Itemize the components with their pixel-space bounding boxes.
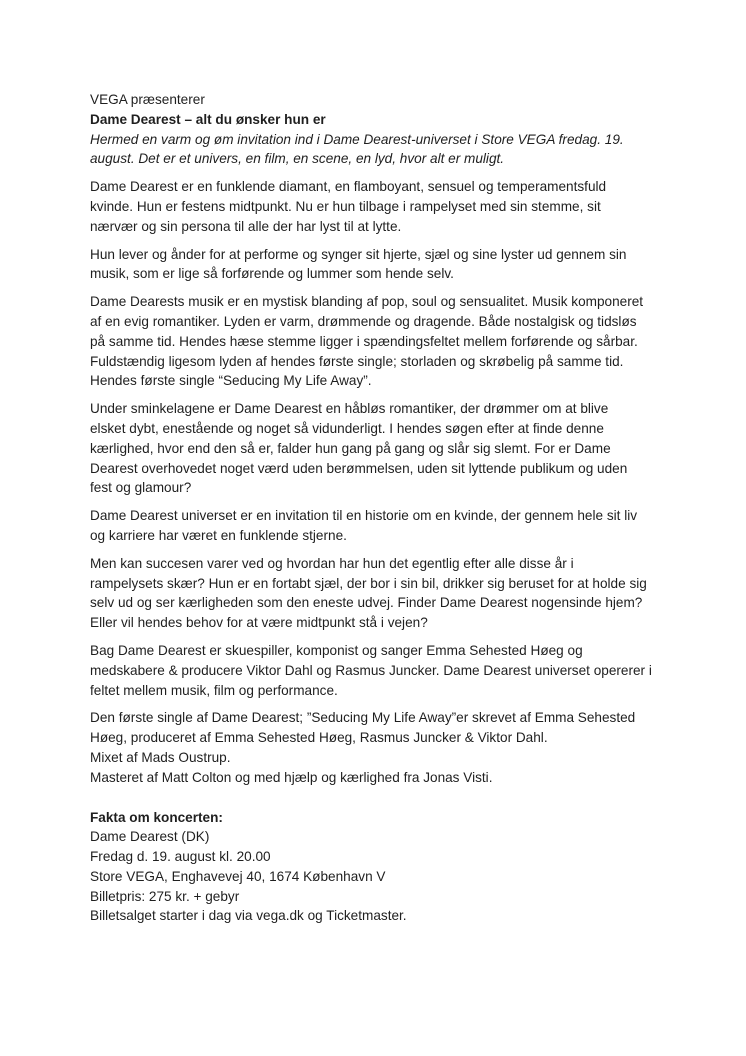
paragraph-line: Under sminkelagene er Dame Dearest en håbløs romantiker, der drømmer om at blive (90, 401, 609, 417)
paragraph-line: musik, som er lige så forførende og lummer som hende selv. (90, 266, 454, 282)
paragraph-line: Dame Dearest universet er en invitation til en historie om en kvinde, der gennem hele sit liv (90, 508, 638, 524)
body-paragraph-5 (90, 506, 665, 546)
paragraph-line: Men kan succesen varer ved og hvordan har hun det egentlig efter alle disse år i (90, 555, 574, 571)
paragraph-line: Dame Dearest er en funklende diamant, en flamboyant, sensuel og temperamentsfuld (90, 179, 607, 195)
paragraph-line: fest og glamour? (90, 480, 192, 496)
body-paragraph-1 (90, 177, 665, 236)
paragraph-line: rampelysets skær? Hun er en fortabt sjæl, der bor i sin bil, drikker sig beruset for at holde sig (90, 575, 647, 591)
body-paragraph-6 (90, 554, 665, 633)
paragraph-line: af en evig romantiker. Lyden er varm, drømmende og dragende. Både nostalgisk og tidsløs (90, 313, 637, 329)
paragraph-line: Den første single af Dame Dearest; ”Seducing My Life Away”er skrevet af Emma Sehested (90, 710, 636, 726)
paragraph-line: medskabere & producere Viktor Dahl og Rasmus Juncker. Dame Dearest universet opererer i (90, 662, 652, 678)
paragraph-line: Mixet af Mads Oustrup. (90, 749, 231, 765)
intro-line: Hermed en varm og øm invitation ind i Dame Dearest-universet i Store VEGA fredag. 19. (90, 131, 624, 147)
paragraph-line: Fuldstændig ligesom lyden af hendes første single; storladen og skrøbelig på samme tid. (90, 353, 624, 369)
paragraph-line: Masteret af Matt Colton og med hjælp og kærlighed fra Jonas Visti. (90, 769, 493, 785)
paragraph-line: kærlighed, hvor end den så er, falder hun gang på gang og slår sig slemt. For er Dame (90, 440, 611, 456)
facts-section (90, 808, 665, 927)
paragraph-line: Hendes første single “Seducing My Life Away”. (90, 373, 372, 389)
paragraph-line: feltet mellem musik, film og performance. (90, 682, 338, 698)
paragraph-line: Dame Dearests musik er en mystisk blanding af pop, soul og sensualitet. Musik komponeret (90, 294, 644, 310)
paragraph-line: Eller vil hendes behov for at være midtpunkt stå i vejen? (90, 615, 428, 631)
body-paragraph-2 (90, 245, 665, 285)
facts-line: Billetpris: 275 kr. + gebyr (90, 888, 240, 904)
paragraph-line: elsket dybt, enestående og noget så vidunderligt. I hendes søgen efter at finde denne (90, 420, 604, 436)
body-paragraph-4 (90, 399, 665, 498)
paragraph-line: kvinde. Hun er festens midtpunkt. Nu er hun tilbage i rampelyset med sin stemme, sit (90, 198, 601, 214)
paragraph-line: Hun lever og ånder for at performe og synger sit hjerte, sjæl og sine lyster ud gennem sin (90, 246, 627, 262)
facts-line: Billetsalget starter i dag via vega.dk og Ticketmaster. (90, 908, 407, 924)
body-paragraph-7 (90, 641, 665, 700)
facts-line: Store VEGA, Enghavevej 40, 1674 København V (90, 868, 386, 884)
facts-line: Fredag d. 19. august kl. 20.00 (90, 849, 271, 865)
document-title: Dame Dearest – alt du ønsker hun er (90, 111, 326, 127)
intro-line: august. Det er et univers, en film, en scene, en lyd, hvor alt er muligt. (90, 151, 505, 167)
presenter-line: VEGA præsenterer (90, 92, 205, 107)
paragraph-line: Bag Dame Dearest er skuespiller, komponist og sanger Emma Sehested Høeg og (90, 642, 583, 658)
document-page (90, 90, 665, 926)
facts-heading: Fakta om koncerten: (90, 809, 223, 825)
paragraph-line: på samme tid. Hendes hæse stemme ligger i spændingsfeltet mellem forførende og sårbar. (90, 333, 638, 349)
intro-paragraph (90, 130, 665, 170)
facts-line: Dame Dearest (DK) (90, 829, 210, 845)
paragraph-line: nærvær og sin persona til alle der har lyst til at lytte. (90, 218, 402, 234)
paragraph-line: Dearest overhovedet noget værd uden berømmelsen, uden sit lyttende publikum og uden (90, 460, 628, 476)
paragraph-line: selv ud og ser kærligheden som den eneste udvej. Finder Dame Dearest nogensinde hjem? (90, 595, 643, 611)
paragraph-line: Høeg, produceret af Emma Sehested Høeg, Rasmus Juncker & Viktor Dahl. (90, 730, 548, 746)
paragraph-line: og karriere har været en funklende stjerne. (90, 527, 347, 543)
body-paragraph-8 (90, 708, 665, 787)
body-paragraph-3 (90, 292, 665, 391)
